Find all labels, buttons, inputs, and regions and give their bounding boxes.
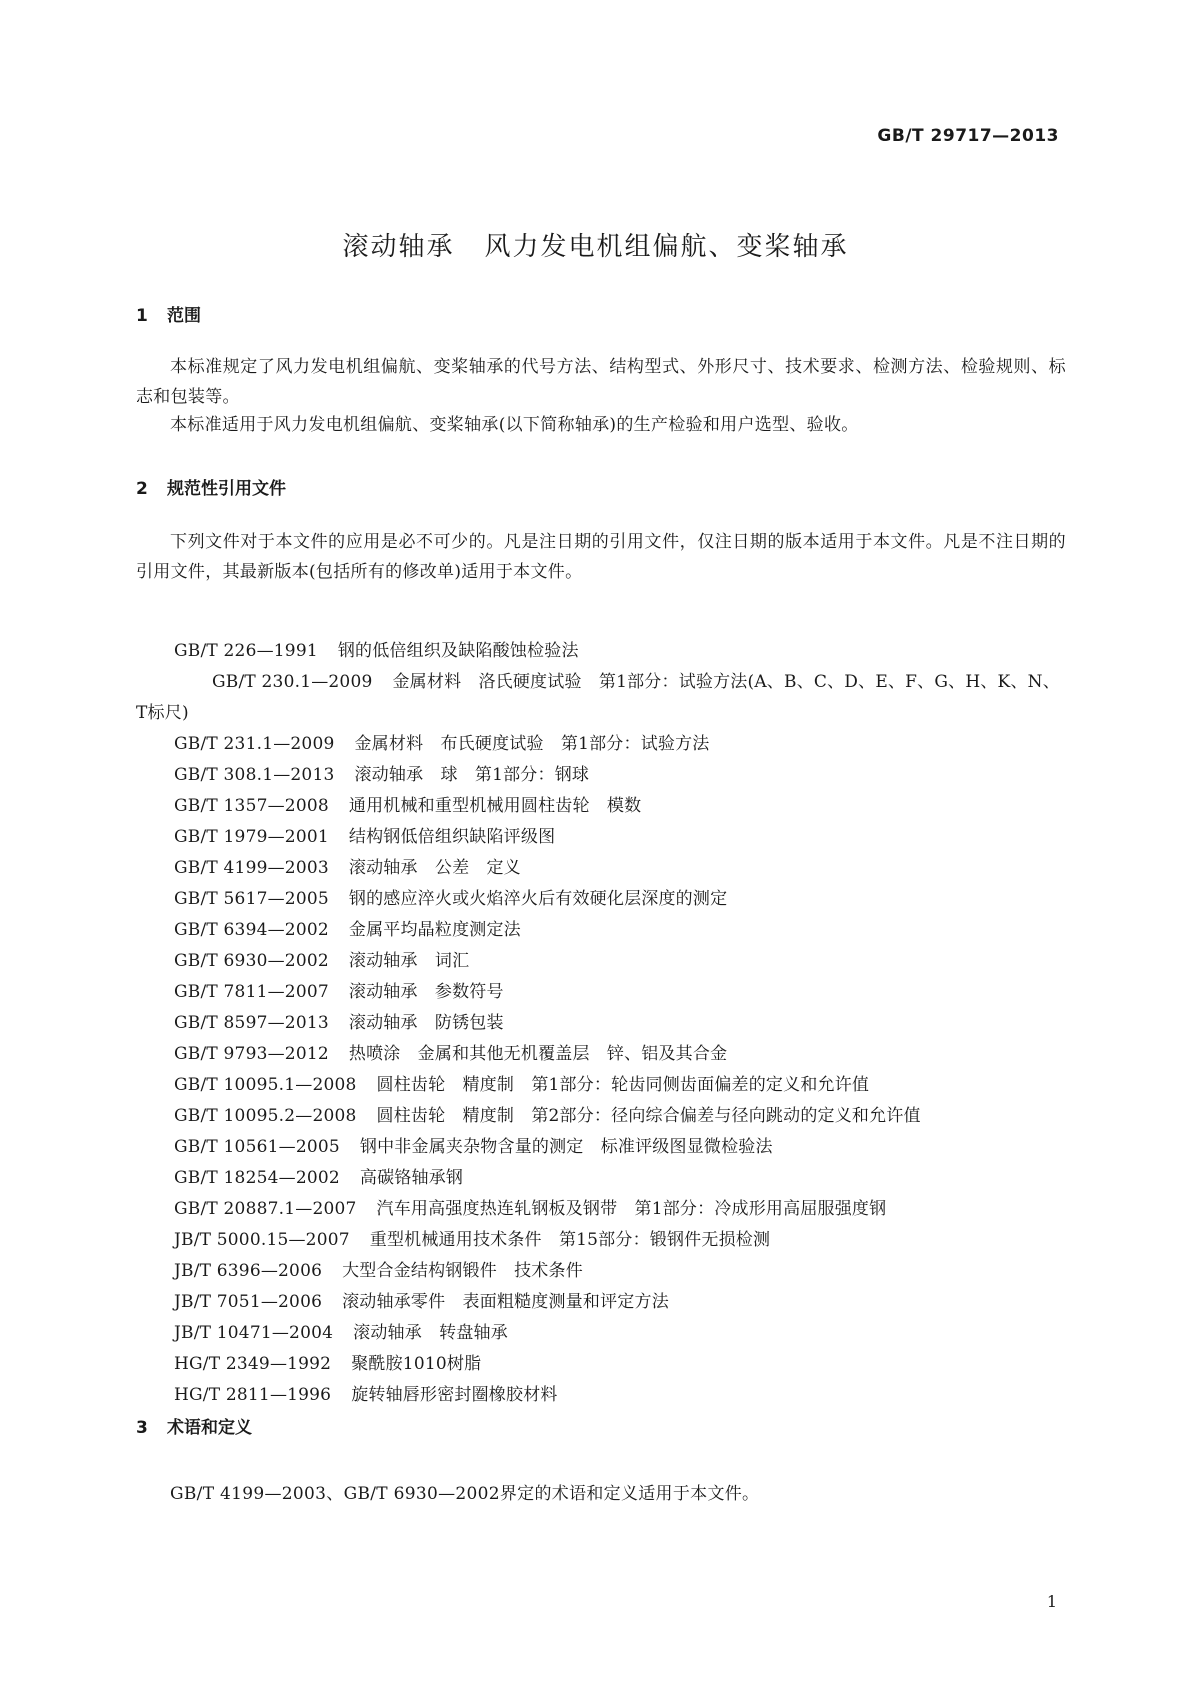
reference-title: 圆柱齿轮 精度制 第2部分：径向综合偏差与径向跳动的定义和允许值 [376,1106,921,1126]
title-part-1: 滚动轴承 [342,232,455,262]
reference-code: GB/T 6930—2002 [174,951,329,971]
reference-item [136,636,1066,667]
section-heading-normative-references [136,474,286,499]
reference-code: HG/T 2349—1992 [174,1354,332,1374]
reference-item [136,1163,1066,1194]
reference-code: JB/T 5000.15—2007 [174,1230,350,1250]
section-title: 术语和定义 [167,1418,252,1438]
reference-code: GB/T 4199—2003 [174,858,329,878]
reference-item [136,915,1066,946]
page-number: 1 [1046,1592,1057,1611]
reference-title: 金属材料 洛氏硬度试验 第1部分：试验方法(A、B、C、D、E、F、G、H、K、N、T标尺) [136,672,1060,723]
reference-item [136,1380,1066,1411]
reference-title: 滚动轴承 转盘轴承 [353,1323,508,1343]
reference-code: GB/T 7811—2007 [174,982,329,1002]
reference-item [136,1194,1066,1225]
document-title [0,226,1191,263]
reference-item [136,853,1066,884]
reference-title: 滚动轴承 球 第1部分：钢球 [354,765,590,785]
section-number: 3 [136,1418,148,1438]
reference-item [136,1318,1066,1349]
reference-list [136,636,1066,1411]
reference-item [136,1256,1066,1287]
scope-paragraph-1: 本标准规定了风力发电机组偏航、变桨轴承的代号方法、结构型式、外形尺寸、技术要求、检测方法、检验规则、标志和包装等。 [136,357,1066,407]
reference-code: GB/T 226—1991 [174,641,318,661]
reference-item [136,1070,1066,1101]
reference-code: JB/T 6396—2006 [174,1261,323,1281]
reference-item [136,977,1066,1008]
reference-code: JB/T 10471—2004 [174,1323,334,1343]
reference-code: GB/T 20887.1—2007 [174,1199,357,1219]
reference-item [136,1101,1066,1132]
reference-code: GB/T 1357—2008 [174,796,329,816]
reference-code: GB/T 10561—2005 [174,1137,340,1157]
reference-title: 滚动轴承零件 表面粗糙度测量和评定方法 [342,1292,669,1312]
reference-code: GB/T 8597—2013 [174,1013,329,1033]
reference-item [136,791,1066,822]
reference-title: 金属平均晶粒度测定法 [348,920,521,940]
references-intro-paragraph: 下列文件对于本文件的应用是必不可少的。凡是注日期的引用文件，仅注日期的版本适用于本文件。凡是不注日期的引用文件，其最新版本(包括所有的修改单)适用于本文件。 [136,532,1066,582]
reference-code: GB/T 231.1—2009 [174,734,335,754]
reference-title: 钢中非金属夹杂物含量的测定 标准评级图显微检验法 [359,1137,773,1157]
reference-title: 聚酰胺1010树脂 [351,1354,482,1374]
reference-item [136,1349,1066,1380]
reference-title: 通用机械和重型机械用圆柱齿轮 模数 [348,796,642,816]
section-number: 1 [136,306,148,326]
reference-title: 结构钢低倍组织缺陷评级图 [348,827,556,847]
reference-title: 滚动轴承 公差 定义 [348,858,521,878]
reference-item [136,884,1066,915]
reference-code: GB/T 9793—2012 [174,1044,329,1064]
reference-title: 钢的低倍组织及缺陷酸蚀检验法 [337,641,579,661]
standard-number: GB/T 29717—2013 [877,126,1059,146]
reference-code: JB/T 7051—2006 [174,1292,323,1312]
reference-item [136,667,1066,729]
reference-code: GB/T 308.1—2013 [174,765,335,785]
reference-item [136,1039,1066,1070]
reference-title: 滚动轴承 防锈包装 [348,1013,504,1033]
reference-title: 重型机械通用技术条件 第15部分：锻钢件无损检测 [369,1230,771,1250]
scope-paragraph-2: 本标准适用于风力发电机组偏航、变桨轴承(以下简称轴承)的生产检验和用户选型、验收。 [170,415,859,435]
reference-title: 大型合金结构钢锻件 技术条件 [342,1261,583,1281]
section-heading-scope [136,301,201,326]
reference-code: HG/T 2811—1996 [174,1385,332,1405]
reference-title: 热喷涂 金属和其他无机覆盖层 锌、铝及其合金 [348,1044,728,1064]
reference-item [136,729,1066,760]
reference-item [136,946,1066,977]
reference-code: GB/T 18254—2002 [174,1168,340,1188]
reference-item [136,1132,1066,1163]
section-heading-terms-definitions [136,1413,252,1438]
reference-title: 圆柱齿轮 精度制 第1部分：轮齿同侧齿面偏差的定义和允许值 [376,1075,870,1095]
reference-title: 高碳铬轴承钢 [359,1168,464,1188]
reference-title: 钢的感应淬火或火焰淬火后有效硬化层深度的测定 [348,889,728,909]
reference-code: GB/T 5617—2005 [174,889,329,909]
reference-item [136,822,1066,853]
section-number: 2 [136,479,148,499]
terms-paragraph: GB/T 4199—2003、GB/T 6930—2002界定的术语和定义适用于本文件。 [170,1484,760,1504]
reference-code: GB/T 1979—2001 [174,827,329,847]
section-title: 规范性引用文件 [167,479,286,499]
section-title: 范围 [167,306,201,326]
title-part-2: 风力发电机组偏航、变桨轴承 [484,232,849,262]
reference-code: GB/T 230.1—2009 [212,672,373,692]
reference-item [136,1225,1066,1256]
reference-title: 滚动轴承 参数符号 [348,982,504,1002]
reference-item [136,760,1066,791]
reference-title: 金属材料 布氏硬度试验 第1部分：试验方法 [354,734,710,754]
reference-item [136,1287,1066,1318]
reference-code: GB/T 6394—2002 [174,920,329,940]
reference-title: 旋转轴唇形密封圈橡胶材料 [351,1385,558,1405]
reference-item [136,1008,1066,1039]
reference-title: 滚动轴承 词汇 [348,951,470,971]
reference-code: GB/T 10095.1—2008 [174,1075,357,1095]
reference-code: GB/T 10095.2—2008 [174,1106,357,1126]
reference-title: 汽车用高强度热连轧钢板及钢带 第1部分：冷成形用高屈服强度钢 [376,1199,887,1219]
